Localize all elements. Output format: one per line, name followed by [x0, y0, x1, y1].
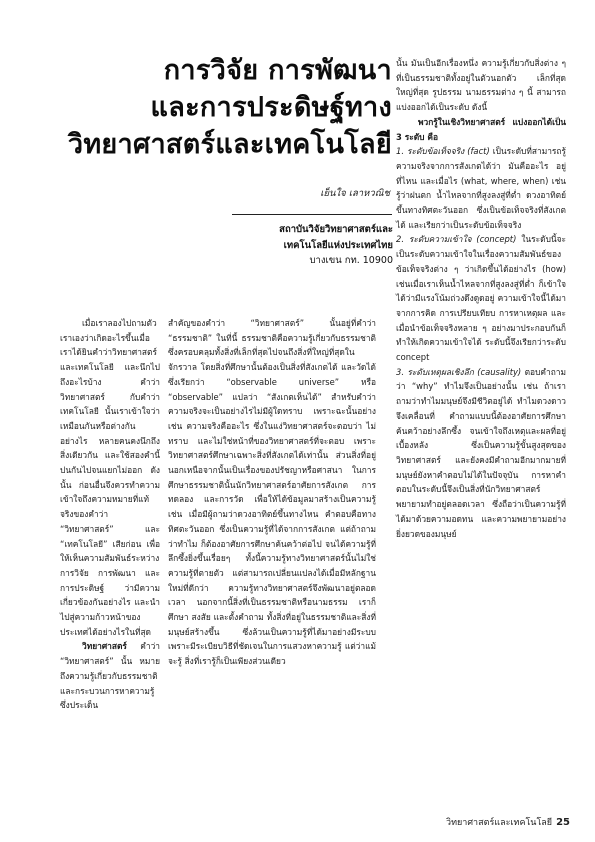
paragraph: นั้น มันเป็นอีกเรื่องหนึ่ง ความรู้เกี่ยวกับสิ่งต่าง ๆ ที่เป็นธรรมชาติทั้งอยู่ในตัวนอกตัว เล็กที่สุด ใหญ่ที่สุด รูปธรรม นามธรรมต่าง ๆ นี้ สามารถแบ่งออกได้เป็นระดับ ดังนี้ — [396, 58, 566, 113]
paragraph — [396, 232, 566, 364]
page-number: 25 — [556, 817, 570, 828]
paragraph — [396, 365, 566, 541]
title-line-3: วิทยาศาสตร์และเทคโนโลยี — [67, 129, 392, 160]
page-footer — [420, 815, 570, 829]
title-line-2: และการประดิษฐ์ทาง — [150, 92, 392, 123]
affiliation-address: บางเขน กท. 10900 — [309, 255, 393, 266]
article-title — [40, 52, 392, 163]
section-heading: 3. ระดับเหตุผลเชิงลึก (causality) — [396, 366, 522, 377]
paragraph: พวกรู้ในเชิงวิทยาศาสตร์ แบ่งออกได้เป็น 3 ระดับ คือ — [396, 116, 566, 142]
paragraph-text: คำว่า “วิทยาศาสตร์” นั้น หมายถึงความรู้เกี่ยวกับธรรมชาติและกระบวนการหาความรู้ ซึ่งประเด็น — [60, 641, 160, 711]
term-label: วิทยาศาสตร์ — [82, 641, 127, 652]
paragraph: สำคัญของคำว่า “วิทยาศาสตร์” นั้นอยู่ที่คำว่า “ธรรมชาติ” ในที่นี้ ธรรมชาติคือความรู้เกี่ยวกับธรรมชาติ ซึ่งครอบคลุมทั้งสิ่งที่เล็กที่สุดไปจนถึงสิ่งที่ใหญ่ที่สุดในจักรวาล โดยสิ่งที่ศึกษานั้นต้องเป็นสิ่งที่สังเกตได้ และวัดได้ ซึ่งเรียกว่า “observable universe” หรือ “observable” แปลว่า “สังเกตเห็นได้” สำหรับคำว่าความจริงจะเป็นอย่างไรไม่มีผู้ใดทราบ เพราะฉะนั้นอย่างเช่น ความจริงคืออะไร ซึ่งในแง่วิทยาศาสตร์จะตอบว่า ไม่ทราบ และไม่ใช่หน้าที่ของวิทยาศาสตร์ที่จะตอบ เพราะวิทยาศาสตร์ศึกษาเฉพาะสิ่งที่สังเกตได้เท่านั้น ส่วนสิ่งที่อยู่นอกเหนือจากนั้นเป็นเรื่องของปรัชญาหรือศาสนา ในการศึกษาธรรมชาตินั้นนักวิทยาศาสตร์อาศัยการสังเกต การทดลอง และการวัด เพื่อให้ได้ข้อมูลมาสร้างเป็นความรู้ เช่น เมื่อมีผู้ถามว่าดวงอาทิตย์ขึ้นทางไหน คำตอบคือทางทิศตะวันออก ซึ่งเป็นความรู้ที่ได้จากการสังเกต แต่ถ้าถามว่าทำไม ก็ต้องอาศัยการศึกษาค้นคว้าต่อไป จนได้ความรู้ที่ลึกซึ้งยิ่งขึ้นเรื่อยๆ ทั้งนี้ความรู้ทางวิทยาศาสตร์นั้นไม่ใช่ความรู้ที่ตายตัว แต่สามารถเปลี่ยนแปลงได้เมื่อมีหลักฐานใหม่ที่ดีกว่า ความรู้ทางวิทยาศาสตร์จึงพัฒนาอยู่ตลอดเวลา นอกจากนี้สิ่งที่เป็นธรรมชาติหรือนามธรรม เราก็ศึกษา สงสัย และตั้งคำถาม ทั้งสิ่งที่อยู่ในธรรมชาติและสิ่งที่มนุษย์สร้างขึ้น ซึ่งล้วนเป็นความรู้ที่ได้มาอย่างมีระบบ เพราะมีระเบียบวิธีที่ชัดเจนในการแสวงหาความรู้ แต่ว่าแม้จะรู้ สิ่งที่เรารู้ก็เป็นเพียงส่วนเดียว — [168, 318, 376, 667]
paragraph: เมื่อเราลองไปถามตัวเราเองว่าเกิดอะไรขึ้นเมื่อเราได้ยินคำว่าวิทยาศาสตร์และเทคโนโลยี และนึกไปถึงอะไรบ้าง คำว่าวิทยาศาสตร์ กับคำว่าเทคโนโลยี นั้นเราเข้าใจว่าเหมือนกันหรือต่างกันอย่างไร หลายคนคงนึกถึงสิ่งเดียวกัน และใช้สองคำนี้ปนกันไปจนแยกไม่ออก ดังนั้น ก่อนอื่นจึงควรทำความเข้าใจถึงความหมายที่แท้จริงของคำว่า “วิทยาศาสตร์” และ “เทคโนโลยี” เสียก่อน เพื่อให้เห็นความสัมพันธ์ระหว่างการวิจัย การพัฒนา และการประดิษฐ์ ว่ามีความเกี่ยวข้องกันอย่างไร และนำไปสู่ความก้าวหน้าของประเทศได้อย่างไรในที่สุด — [60, 318, 160, 637]
divider-rule — [232, 214, 392, 215]
section-heading: 1. ระดับข้อเท็จจริง (fact) — [396, 146, 490, 157]
footer-journal-name: วิทยาศาสตร์และเทคโนโลยี — [446, 818, 553, 828]
author-affiliation — [225, 222, 393, 269]
title-line-1: การวิจัย การพัฒนา — [163, 55, 392, 86]
paragraph — [396, 144, 566, 232]
text-column-2 — [168, 316, 376, 669]
paragraph — [60, 639, 160, 713]
paragraph-text: เป็นระดับที่สามารถรู้ความจริงจากการสังเกตได้ว่า มันคืออะไร อยู่ที่ไหน และเมื่อไร (what, where, when) เช่นรู้ว่าฝนตก น้ำไหลจากที่สูงลงสู่ที่ต่ำ ดวงอาทิตย์ขึ้นทางทิศตะวันออก ซึ่งเป็นข้อเท็จจริงที่สังเกตได้ และเรียกว่าเป็นระดับข้อเท็จจริง — [396, 146, 566, 230]
affiliation-line-1: สถาบันวิจัยวิทยาศาสตร์และ — [279, 224, 393, 235]
affiliation-line-2: เทคโนโลยีแห่งประเทศไทย — [283, 239, 393, 251]
paragraph-text: ตอบคำถามว่า “why” ทำไมจึงเป็นอย่างนั้น เช่น ถ้าเราถามว่าทำไมมนุษย์จึงมีชีวิตอยู่ได้ ทำไมดวงดาวจึงเคลื่อนที่ คำถามแบบนี้ต้องอาศัยการศึกษาค้นคว้าอย่างลึกซึ้ง จนเข้าใจถึงเหตุและผลที่อยู่เบื้องหลัง ซึ่งเป็นความรู้ขั้นสูงสุดของวิทยาศาสตร์ และยังคงมีคำถามอีกมากมายที่มนุษย์ยังหาคำตอบไม่ได้ในปัจจุบัน การหาคำตอบในระดับนี้จึงเป็นสิ่งที่นักวิทยาศาสตร์พยายามทำอยู่ตลอดเวลา ซึ่งถือว่าเป็นความรู้ที่ได้มาด้วยความอดทน และความพยายามอย่างยิ่งยวดของมนุษย์ — [396, 366, 566, 539]
section-heading: 2. ระดับความเข้าใจ (concept) — [396, 234, 517, 245]
author-name: เย็นใจ เลาหวณิช — [320, 188, 390, 199]
text-column-1 — [60, 316, 160, 713]
paragraph-text: ในระดับนี้จะเป็นระดับความเข้าใจในเรื่องความสัมพันธ์ของข้อเท็จจริงต่าง ๆ ว่าเกิดขึ้นได้อย่างไร (how) เช่นเมื่อเราเห็นน้ำไหลจากที่สูงลงสู่ที่ต่ำ ก็เข้าใจได้ว่ามีแรงโน้มถ่วงดึงดูดอยู่ ความเข้าใจนี้ได้มาจากการคิด การเปรียบเทียบ การหาเหตุผล และเมื่อนำข้อเท็จจริงหลาย ๆ อย่างมาประกอบกันก็ทำให้เกิดความเข้าใจได้ ระดับนี้จึงเรียกว่าระดับ concept — [396, 234, 567, 363]
text-column-3 — [396, 56, 566, 541]
